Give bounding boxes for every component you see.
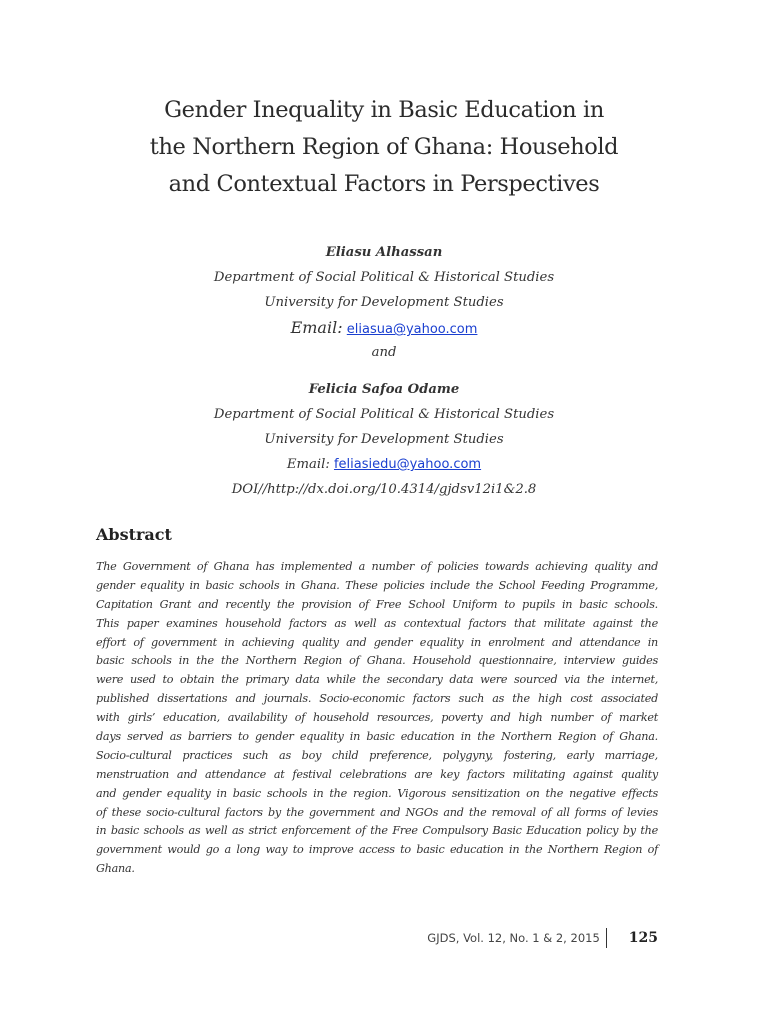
author-university: University for Development Studies (264, 295, 504, 310)
abstract-line: and gender equality in basic schools in the region. Vigorous sensitization on the negative effects (96, 786, 658, 800)
abstract-line: basic schools in the the Northern Region of Ghana. Household questionnaire, interview guides (96, 654, 658, 668)
journal-citation: GJDS, Vol. 12, No. 1 & 2, 2015 (427, 928, 606, 948)
title-line: and Contextual Factors in Perspectives (168, 171, 600, 197)
page-footer (427, 927, 658, 949)
author-department: Department of Social Political & Historical Studies (213, 407, 555, 422)
abstract-line: with girls’ education, availability of household resources, poverty and high number of market (96, 711, 658, 725)
paper-title (0, 92, 768, 203)
abstract-body (96, 558, 658, 879)
author-email-link[interactable]: eliasua@yahoo.com (346, 322, 478, 337)
abstract-line: This paper examines household factors as well as contextual factors that militate against the (96, 616, 658, 630)
title-line: the Northern Region of Ghana: Household (149, 134, 619, 160)
page-number: 125 (628, 930, 658, 946)
email-label: Email: (286, 457, 330, 472)
abstract-line: menstruation and attendance at festival celebrations are key factors militating against quality (96, 767, 658, 781)
abstract-line: Socio-cultural practices such as boy child preference, polygyny, fostering, early marriage, (96, 748, 658, 762)
abstract-heading: Abstract (96, 525, 172, 544)
title-line: Gender Inequality in Basic Education in (164, 97, 604, 123)
author-email-line (0, 452, 768, 477)
author-email-link[interactable]: feliasiedu@yahoo.com (333, 457, 482, 472)
abstract-line: published dissertations and journals. Socio-economic factors such as the high cost associated (96, 692, 658, 706)
abstract-line: The Government of Ghana has implemented a number of policies towards achieving quality and (96, 560, 658, 573)
email-label: Email: (290, 318, 343, 337)
and-separator: and (371, 345, 397, 360)
author-email-line (0, 315, 768, 340)
author-university: University for Development Studies (264, 432, 504, 447)
abstract-line: days served as barriers to gender equality in basic education in the Northern Region of Ghana. (96, 730, 658, 744)
abstract-line: government would go a long way to improve access to basic education in the Northern Region of (96, 843, 658, 857)
author-name: Eliasu Alhassan (325, 245, 443, 260)
author-department: Department of Social Political & Historical Studies (213, 270, 555, 285)
abstract-line: Capitation Grant and recently the provision of Free School Uniform to pupils in basic schools. (96, 597, 658, 611)
abstract-line: effort of government in achieving quality and gender equality in enrolment and attendance in (96, 635, 658, 649)
abstract-line: in basic schools as well as strict enforcement of the Free Compulsory Basic Education policy by the (96, 824, 658, 838)
doi: DOI//http://dx.doi.org/10.4314/gjdsv12i1&2.8 (231, 482, 537, 497)
abstract-line: gender equality in basic schools in Ghana. These policies include the School Feeding Programme, (96, 578, 658, 592)
abstract-line: of these socio-cultural factors by the government and NGOs and the removal of all forms of levies (96, 805, 658, 819)
author-name: Felicia Safoa Odame (308, 382, 460, 397)
abstract-line: Ghana. (96, 862, 135, 876)
author-block (0, 240, 768, 502)
abstract-line: were used to obtain the primary data while the secondary data were sourced via the internet, (96, 673, 658, 687)
